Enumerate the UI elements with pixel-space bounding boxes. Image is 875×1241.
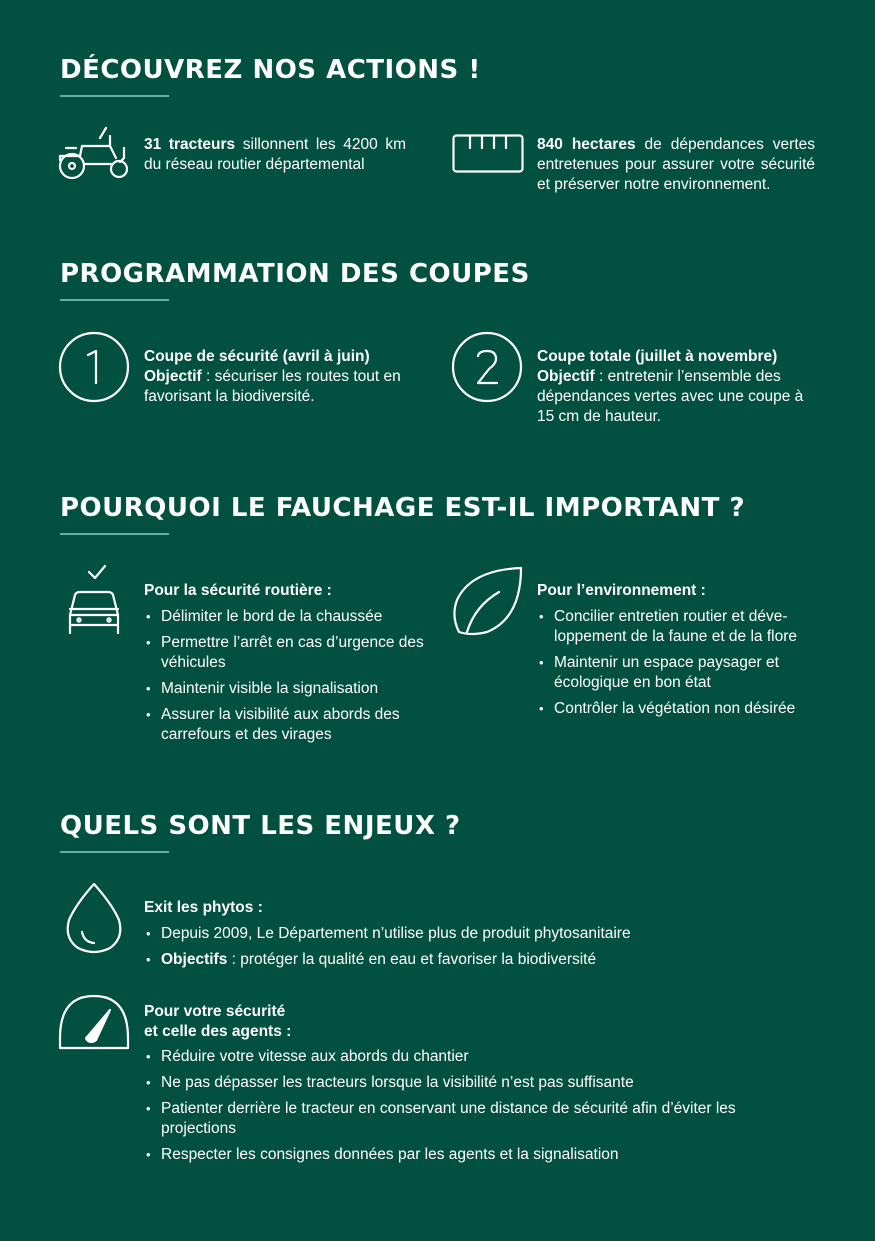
list-item: • Assurer la visibilité aux abords des carrefours et des virages [144, 705, 424, 745]
agents-heading-line2: et celle des agents : [144, 1023, 292, 1040]
title-underline [60, 299, 169, 301]
actions-title: DÉCOUVREZ NOS ACTIONS ! [60, 55, 481, 85]
number-two-icon [451, 331, 523, 403]
cut1-block: Coupe de sécurité (avril à juin) Objectif : sécuriser les routes tout en favorisant la biodiversité. [144, 347, 424, 407]
ruler-icon [452, 134, 524, 174]
cut2-block: Coupe totale (juillet à novembre) Objectif : entretenir l’ensemble des dépendances vertes avec une coupe à 15 cm de hauteur. [537, 347, 817, 427]
safety-block [144, 581, 424, 751]
list-item: • Concilier entretien routier et développement de la faune et de la flore [537, 607, 817, 647]
list-item: • Contrôler la végétation non désirée [537, 699, 817, 719]
enjeux-title: QUELS SONT LES ENJEUX ? [60, 811, 461, 841]
agents-block [144, 1002, 834, 1171]
list-item: • Ne pas dépasser les tracteurs lorsque la visibilité n’est pas suffisante [144, 1073, 834, 1093]
list-item: • Depuis 2009, Le Département n’utilise plus de produit phytosanitaire [144, 924, 834, 944]
list-item: • Respecter les consignes données par les agents et la signalisation [144, 1145, 834, 1165]
phytos-heading: Exit les phytos : [144, 899, 263, 916]
list-item: • Maintenir visible la signalisation [144, 679, 424, 699]
number-one-icon [58, 331, 130, 403]
list-item: • Délimiter le bord de la chaussée [144, 607, 424, 627]
list-item: • Permettre l’arrêt en cas d’urgence des véhicules [144, 633, 424, 673]
list-item: • Patienter derrière le tracteur en conservant une distance de sécurité afin d’éviter les projections [144, 1099, 781, 1139]
speedometer-icon [58, 994, 130, 1050]
agents-heading-line1: Pour votre sécurité [144, 1003, 286, 1020]
list-item: • Objectifs : protéger la qualité en eau et favoriser la biodiversité [144, 950, 834, 970]
leaf-icon [451, 566, 523, 636]
environment-heading: Pour l’environnement : [537, 582, 706, 599]
list-item: • Maintenir un espace paysager et écologique en bon état [537, 653, 817, 693]
title-underline [60, 851, 169, 853]
title-underline [60, 533, 169, 535]
title-underline [60, 95, 169, 97]
car-check-icon [67, 563, 121, 637]
list-item: • Réduire votre vitesse aux abords du chantier [144, 1047, 834, 1067]
safety-heading: Pour la sécurité routière : [144, 582, 332, 599]
tractor-icon [58, 126, 132, 182]
cut2-heading: Coupe totale (juillet à novembre) [537, 348, 778, 365]
hectares-stat: 840 hectares de dépendances vertes entretenues pour assurer votre sécurité et préserver notre environnement. [537, 136, 816, 193]
water-drop-icon [64, 882, 124, 954]
environment-block [537, 581, 817, 725]
programmation-title: PROGRAMMATION DES COUPES [60, 259, 530, 289]
cut1-heading: Coupe de sécurité (avril à juin) [144, 348, 370, 365]
phytos-block [144, 898, 834, 976]
importance-title: POURQUOI LE FAUCHAGE EST-IL IMPORTANT ? [60, 493, 746, 523]
tractors-stat: 31 tracteurs sillonnent les 4200 km du réseau routier départemental [144, 136, 406, 173]
